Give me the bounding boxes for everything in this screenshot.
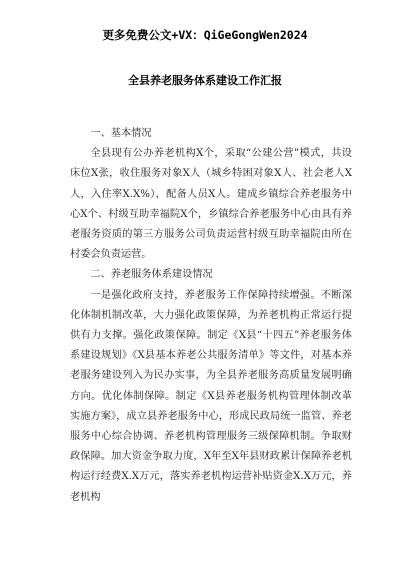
paragraph-system: 一是强化政府支持，养老服务工作保障持续增强。不断深化体制机制改革，大力强化政策保障，为养老机构正常运行提供有力支撑。强化政策保障。制定《X县“十四五”养老服务体系建设规划》《X县基本养老公共服务清单》等文件，对基本养老服务建设列入为民办实事，为全县养老服务高质量发展明确方向。优化体制保障。制定《X县养老服务机构管理体制改革实施方案》，成立县养老服务中心，形成民政局统一监管、养老服务中心综合协调、养老机构管理服务三级保障机制。争取财政保障。加大资金争取力度，X年至X年县财政累计保障养老机构运行经费X.X万元，落实养老机构运营补贴资金X.X万元，养老机构	[70, 289, 352, 503]
paragraph-basic: 全县现有公办养老机构X个，采取“公建公营”模式，共设床位X张，收住服务对象X人（城乡特困对象X人、社会老人X人，入住率X.X%），配备人员X人。建成乡镇综合养老服务中心X个、村级互助幸福院X个，乡镇综合养老服务中心由具有养老服务资质的第三方服务公司负责运营村级互助幸福院由所在村委会负责运营。	[70, 148, 352, 261]
document-title: 全县养老服务体系建设工作汇报	[128, 74, 282, 87]
section-heading-system: 二、养老服务体系建设情况	[90, 269, 213, 281]
header-note: 更多免费公文+VX：QiGeGongWen2024	[102, 28, 308, 42]
section-heading-basic: 一、基本情况	[90, 128, 152, 139]
document-body	[70, 124, 352, 508]
